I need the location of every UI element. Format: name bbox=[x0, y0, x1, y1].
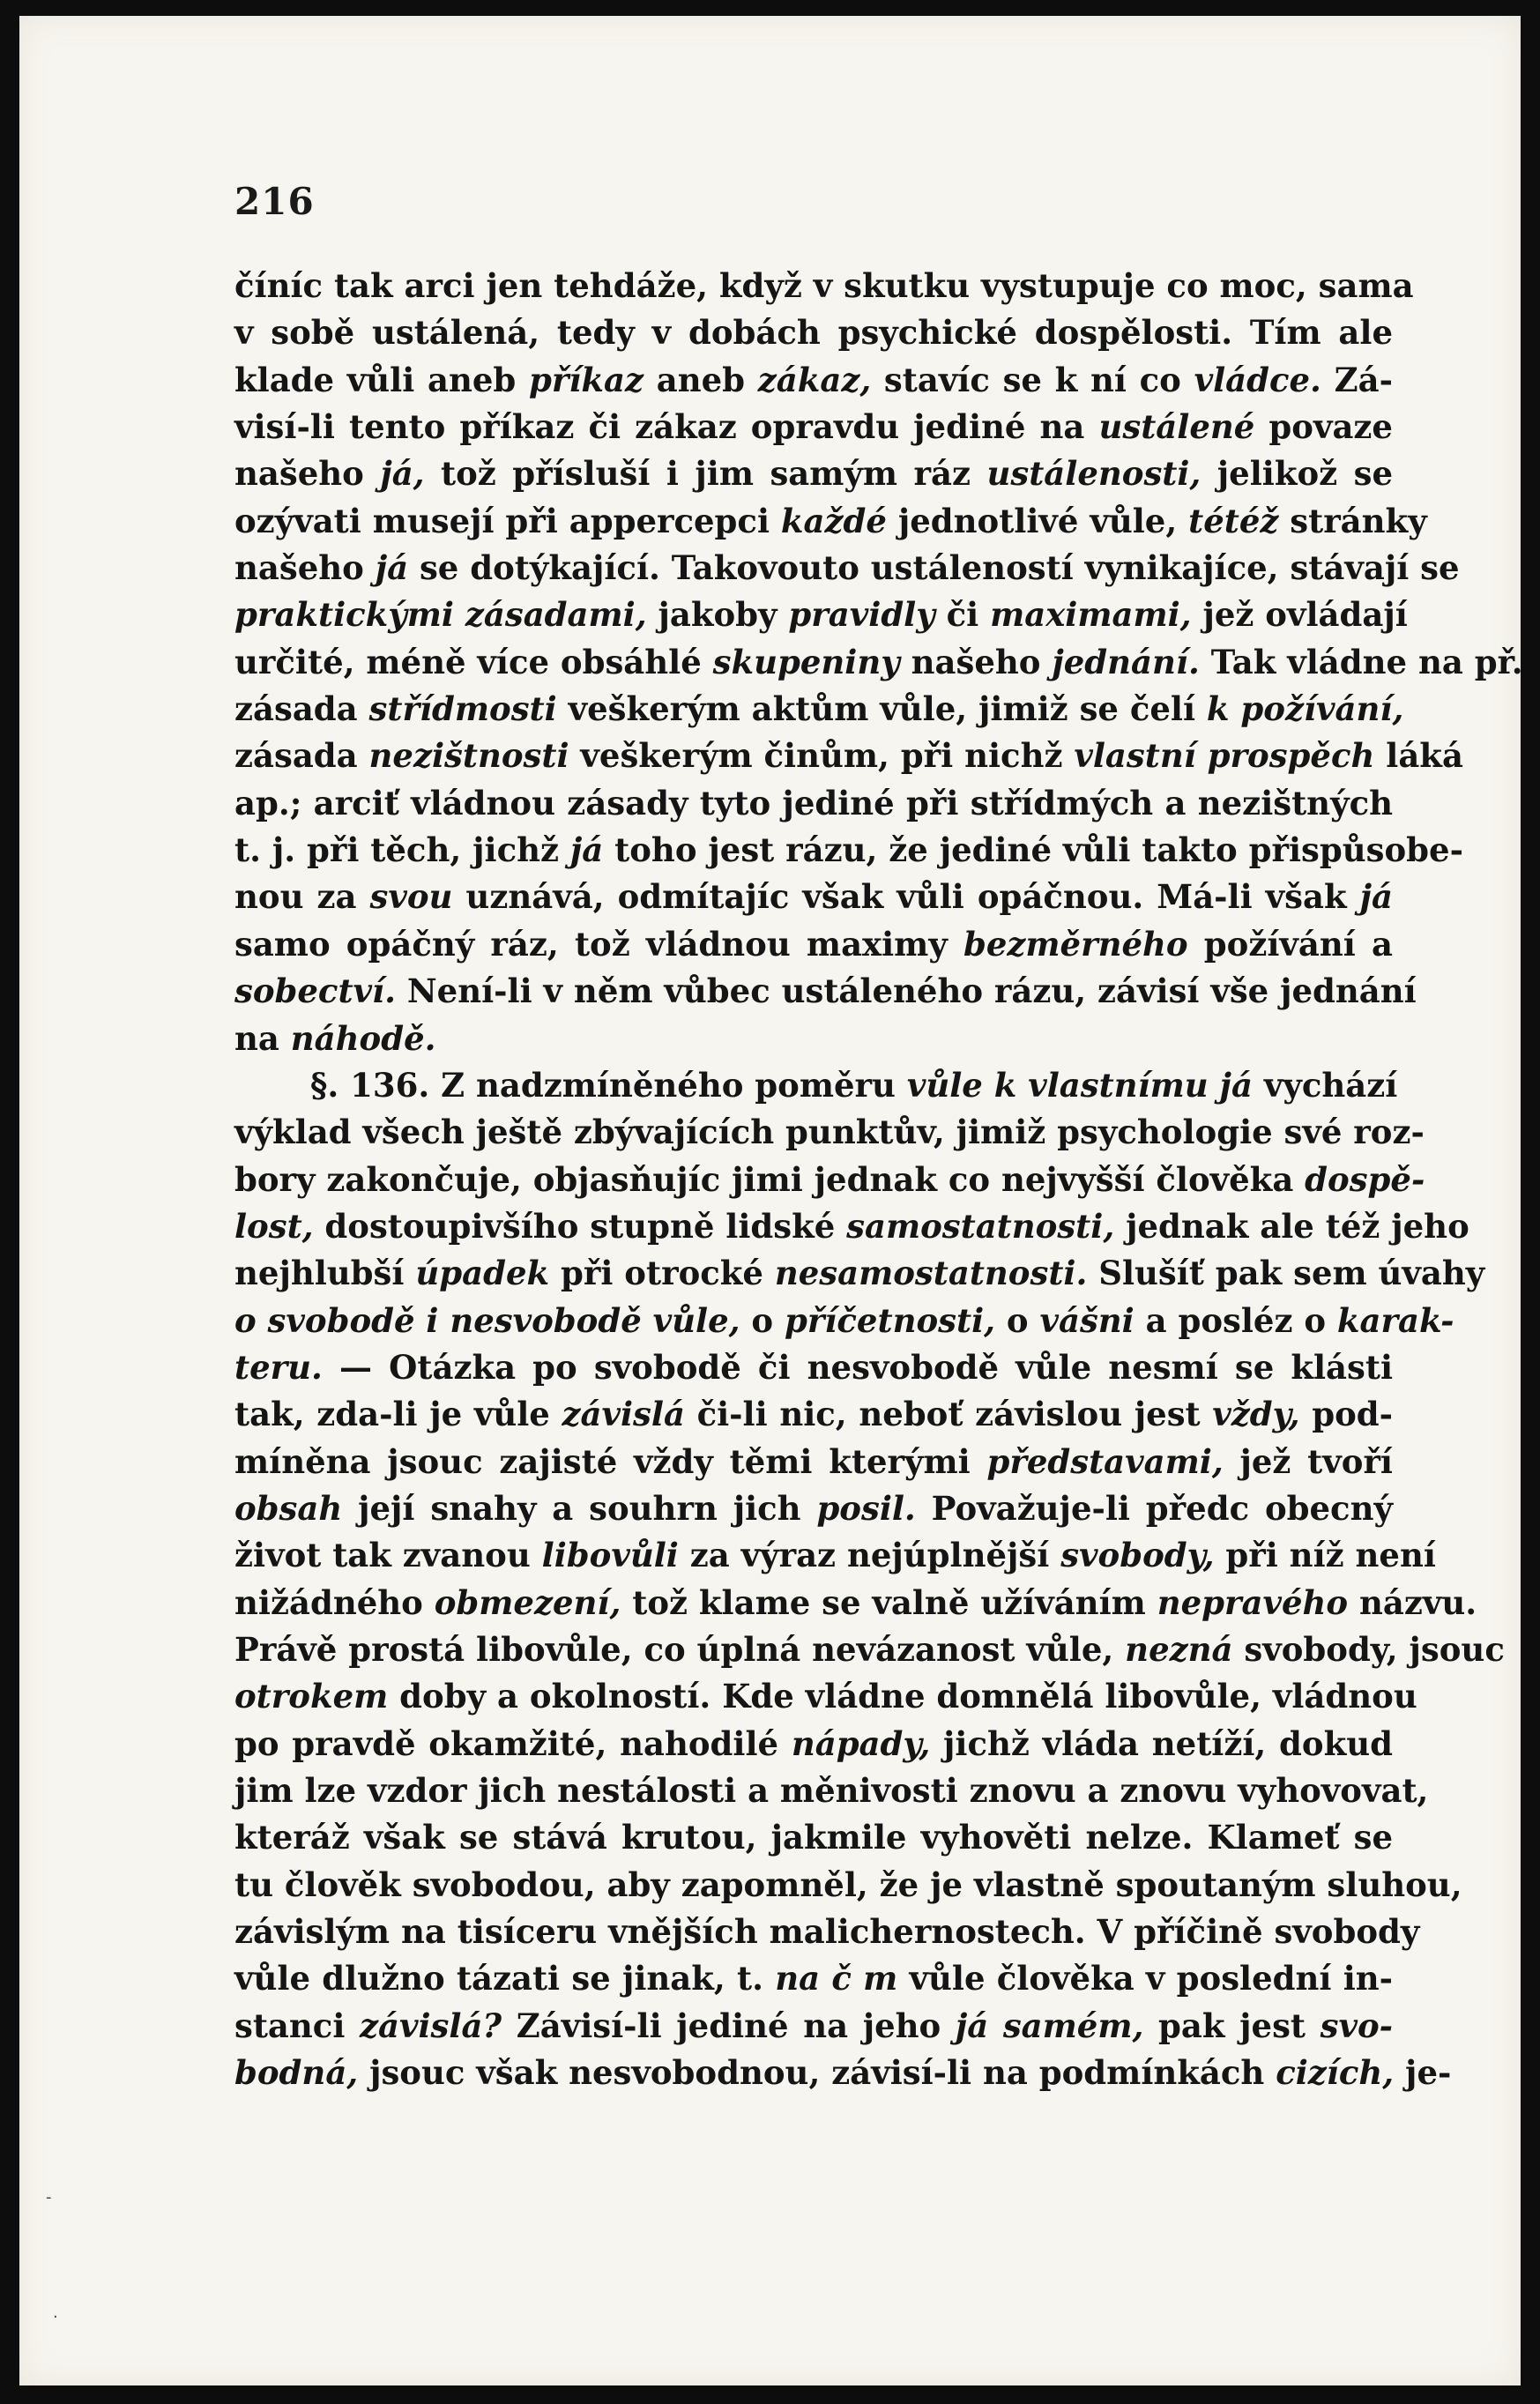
text-run: Závisí-li jediné na jeho bbox=[502, 2006, 956, 2045]
text-line bbox=[234, 1157, 1425, 1203]
emphasis-text: maximami, bbox=[990, 595, 1192, 635]
emphasis-text: ustálené bbox=[1098, 407, 1255, 447]
emphasis-text: teru. bbox=[234, 1347, 323, 1387]
text-run: požívání a bbox=[1187, 924, 1393, 964]
text-run: a posléz o bbox=[1134, 1300, 1337, 1340]
text-line bbox=[234, 1532, 1436, 1579]
text-run: názvu. bbox=[1348, 1582, 1477, 1622]
text-run: zásada bbox=[234, 689, 369, 729]
emphasis-text: vždy, bbox=[1212, 1395, 1300, 1434]
text-run: je- bbox=[1394, 2053, 1452, 2093]
text-line bbox=[234, 498, 1427, 545]
emphasis-text: obmezení, bbox=[434, 1582, 621, 1622]
text-run: na bbox=[234, 1018, 291, 1058]
text-line bbox=[234, 1626, 1505, 1673]
emphasis-text: bodná, bbox=[234, 2053, 359, 2093]
text-run: nou za bbox=[234, 877, 370, 917]
emphasis-text: na č m bbox=[775, 1959, 898, 1998]
text-run: uznává, odmítajíc však vůli opáčnou. Má-li však bbox=[452, 877, 1360, 917]
text-run: závislým na tisíceru vnějších malichernostech. V příčině svobody bbox=[234, 1912, 1420, 1952]
text-run: vychází bbox=[1252, 1065, 1398, 1105]
text-line bbox=[234, 1862, 1462, 1909]
text-run: jim lze vzdor jich nestálosti a měnivosti znovu a znovu vyhovovat, bbox=[234, 1771, 1429, 1810]
text-run: jednak ale též jeho bbox=[1114, 1206, 1469, 1246]
emphasis-text: každé bbox=[780, 501, 887, 540]
text-run: kteráž však se stává krutou, jakmile vyhověti nelze. Klameť se bbox=[234, 1818, 1393, 1857]
text-run: láká bbox=[1374, 736, 1463, 776]
text-run: jelikož se bbox=[1201, 454, 1394, 494]
text-line bbox=[234, 921, 1393, 968]
emphasis-text: závislá bbox=[562, 1395, 685, 1434]
emphasis-text: nápady, bbox=[791, 1723, 931, 1763]
emphasis-text: nezištnosti bbox=[368, 736, 569, 776]
emphasis-text: já bbox=[375, 548, 409, 588]
text-line bbox=[234, 874, 1393, 920]
emphasis-text: já samém, bbox=[955, 2006, 1144, 2045]
emphasis-text: vášni bbox=[1039, 1300, 1135, 1340]
text-run: vůle dlužno tázati se jinak, t. bbox=[234, 1959, 776, 1998]
text-line bbox=[234, 450, 1393, 497]
text-run: tož přísluší i jim samým ráz bbox=[424, 454, 987, 494]
text-run: stránky bbox=[1278, 501, 1427, 540]
text-line bbox=[234, 1109, 1425, 1156]
text-run: o bbox=[740, 1300, 785, 1340]
text-line bbox=[234, 1485, 1393, 1532]
emphasis-text: svou bbox=[369, 877, 453, 917]
text-run: se dotýkající. Takovouto ustáleností vynikajíce, stávají se bbox=[408, 548, 1460, 588]
text-run: jež ovládají bbox=[1191, 595, 1408, 635]
text-line bbox=[234, 1344, 1393, 1391]
emphasis-text: příkaz bbox=[528, 360, 644, 399]
text-run: ozývati musejí při appercepci bbox=[234, 501, 781, 540]
emphasis-text: svobody, bbox=[1060, 1536, 1215, 1575]
text-line bbox=[234, 1814, 1393, 1861]
text-line bbox=[234, 1580, 1477, 1626]
text-run: stavíc se k ní co bbox=[871, 360, 1194, 399]
emphasis-text: já bbox=[569, 830, 604, 870]
text-run: povaze bbox=[1254, 407, 1393, 447]
text-run: v sobě ustálená, tedy v dobách psychické dospělosti. Tím ale bbox=[234, 313, 1393, 353]
emphasis-text: vůle k vlastnímu já bbox=[906, 1065, 1253, 1105]
text-run: pak jest bbox=[1143, 2006, 1321, 2045]
text-run: Zá- bbox=[1321, 360, 1393, 399]
scan-speck: · bbox=[53, 2308, 58, 2326]
text-run: o bbox=[995, 1300, 1040, 1340]
text-line bbox=[234, 404, 1393, 450]
text-line bbox=[234, 263, 1414, 309]
text-run: míněna jsouc zajisté vždy těmi kterými bbox=[234, 1441, 987, 1481]
text-run: stanci bbox=[234, 2006, 361, 2045]
text-run: vůle člověka v poslední in- bbox=[897, 1959, 1394, 1998]
text-run: Tak vládne na př. bbox=[1199, 642, 1523, 681]
text-run: Není-li v něm vůbec ustáleného rázu, závisí vše jednání bbox=[395, 971, 1417, 1011]
text-run: §. 136. Z nadzmíněného poměru bbox=[310, 1065, 907, 1105]
scan-speck: - bbox=[46, 2188, 52, 2207]
text-line bbox=[234, 1298, 1454, 1344]
text-run: číníc tak arci jen tehdáže, když v skutku vystupuje co moc, sama bbox=[234, 266, 1414, 305]
text-line bbox=[234, 1250, 1485, 1297]
text-run: či-li nic, neboť závislou jest bbox=[684, 1395, 1213, 1434]
text-run: za výraz nejúplnější bbox=[678, 1536, 1061, 1575]
text-run: toho jest rázu, že jediné vůli takto přispůsobe- bbox=[603, 830, 1463, 870]
emphasis-text: náhodě. bbox=[290, 1018, 436, 1058]
text-run: nižádného bbox=[234, 1582, 435, 1622]
emphasis-text: otrokem bbox=[234, 1677, 389, 1716]
text-line bbox=[234, 2050, 1452, 2096]
text-run: svobody, jsouc bbox=[1232, 1629, 1505, 1669]
emphasis-text: vládce. bbox=[1194, 360, 1321, 399]
text-run: aneb bbox=[644, 360, 758, 399]
emphasis-text: praktickými zásadami, bbox=[234, 595, 647, 635]
text-line bbox=[234, 545, 1460, 592]
text-run: tu člověk svobodou, aby zapomněl, že je vlastně spoutaným sluhou, bbox=[234, 1864, 1462, 1904]
text-run: klade vůli aneb bbox=[234, 360, 529, 399]
text-run: visí-li tento příkaz či zákaz opravdu jediné na bbox=[234, 407, 1099, 447]
text-run: dostoupivšího stupně lidské bbox=[313, 1206, 847, 1246]
text-line bbox=[234, 1955, 1393, 2002]
emphasis-text: nepravého bbox=[1157, 1582, 1349, 1622]
text-run: Považuje-li předc obecný bbox=[915, 1488, 1393, 1528]
text-run: při otrocké bbox=[549, 1254, 775, 1293]
text-run: život tak zvanou bbox=[234, 1536, 542, 1575]
emphasis-text: nezná bbox=[1125, 1629, 1233, 1669]
text-line bbox=[234, 780, 1393, 827]
emphasis-text: svo- bbox=[1320, 2006, 1393, 2045]
text-line bbox=[234, 827, 1463, 874]
text-run: tož klame se valně užíváním bbox=[621, 1582, 1157, 1622]
text-run: nejhlubší bbox=[234, 1254, 416, 1293]
text-line bbox=[234, 592, 1408, 638]
emphasis-text: dospě- bbox=[1305, 1159, 1425, 1199]
text-line bbox=[234, 1062, 1398, 1109]
body-text bbox=[234, 263, 1523, 2096]
text-run: po pravdě okamžité, nahodilé bbox=[234, 1723, 792, 1763]
text-line bbox=[234, 1768, 1429, 1814]
emphasis-text: úpadek bbox=[415, 1254, 550, 1293]
text-run: veškerým aktům vůle, jimiž se čelí bbox=[556, 689, 1207, 729]
text-run: pod- bbox=[1299, 1395, 1393, 1434]
text-run: při níž není bbox=[1214, 1536, 1436, 1575]
text-run: jednotlivé vůle, bbox=[886, 501, 1189, 540]
emphasis-text: já, bbox=[380, 454, 425, 494]
emphasis-text: představami, bbox=[986, 1441, 1224, 1481]
emphasis-text: vlastní prospěch bbox=[1074, 736, 1375, 776]
emphasis-text: libovůli bbox=[541, 1536, 679, 1575]
emphasis-text: pravidly bbox=[788, 595, 935, 635]
text-line bbox=[234, 2003, 1393, 2050]
text-run: bory zakončuje, objasňujíc jimi jednak co nejvyšší člověka bbox=[234, 1159, 1306, 1199]
text-run: zásada bbox=[234, 736, 369, 776]
text-run: jakoby bbox=[646, 595, 789, 635]
emphasis-text: lost, bbox=[234, 1206, 314, 1246]
text-run: určité, méně více obsáhlé bbox=[234, 642, 713, 681]
text-run: doby a okolností. Kde vládne domnělá libovůle, vládnou bbox=[388, 1677, 1417, 1716]
text-run: našeho bbox=[234, 548, 376, 588]
text-run: ap.; arciť vládnou zásady tyto jediné při střídmých a nezištných bbox=[234, 783, 1393, 822]
emphasis-text: závislá? bbox=[360, 2006, 502, 2045]
text-line bbox=[234, 1439, 1393, 1485]
text-line bbox=[234, 357, 1393, 404]
text-run: tak, zda-li je vůle bbox=[234, 1395, 562, 1434]
text-line bbox=[234, 1721, 1393, 1768]
page-number: 216 bbox=[234, 180, 315, 223]
emphasis-text: obsah bbox=[234, 1488, 343, 1528]
emphasis-text: jednání. bbox=[1052, 642, 1200, 681]
text-run: samo opáčný ráz, tož vládnou maximy bbox=[234, 924, 963, 964]
emphasis-text: bezměrného bbox=[963, 924, 1188, 964]
text-line bbox=[234, 309, 1393, 356]
text-line bbox=[234, 1203, 1469, 1250]
emphasis-text: o svobodě i nesvobodě vůle, bbox=[234, 1300, 740, 1340]
emphasis-text: posil. bbox=[816, 1488, 916, 1528]
book-page bbox=[19, 16, 1521, 2385]
text-run: Právě prostá libovůle, co úplná nevázanost vůle, bbox=[234, 1629, 1126, 1669]
emphasis-text: nesamostatnosti. bbox=[774, 1254, 1088, 1293]
text-run: Slušíť pak sem úvahy bbox=[1087, 1254, 1485, 1293]
emphasis-text: k požívání, bbox=[1206, 689, 1404, 729]
emphasis-text: střídmosti bbox=[368, 689, 557, 729]
text-run: t. j. při těch, jichž bbox=[234, 830, 570, 870]
text-run: veškerým činům, při nichž bbox=[569, 736, 1075, 776]
text-run: našeho bbox=[234, 454, 381, 494]
text-line bbox=[234, 639, 1523, 686]
emphasis-text: karak- bbox=[1336, 1300, 1454, 1340]
emphasis-text: skupeniny bbox=[712, 642, 900, 681]
text-run: jež tvoří bbox=[1223, 1441, 1393, 1481]
text-line bbox=[234, 686, 1404, 733]
emphasis-text: cizích, bbox=[1276, 2053, 1395, 2093]
text-line bbox=[234, 1909, 1420, 1955]
text-run: našeho bbox=[899, 642, 1053, 681]
emphasis-text: samostatnosti, bbox=[846, 1206, 1115, 1246]
text-run: jsouc však nesvobodnou, závisí-li na podmínkách bbox=[358, 2053, 1276, 2093]
text-run: její snahy a souhrn jich bbox=[342, 1488, 817, 1528]
text-run: či bbox=[934, 595, 991, 635]
emphasis-text: tétéž bbox=[1188, 501, 1279, 540]
text-run: výklad všech ještě zbývajících punktův, jimiž psychologie své roz- bbox=[234, 1113, 1425, 1152]
text-line bbox=[234, 968, 1417, 1015]
emphasis-text: sobectví. bbox=[234, 971, 396, 1011]
text-line bbox=[234, 1016, 1393, 1062]
text-run: — Otázka po svobodě či nesvobodě vůle nesmí se klásti bbox=[322, 1347, 1393, 1387]
text-line bbox=[234, 1673, 1417, 1720]
emphasis-text: příčetnosti, bbox=[784, 1300, 996, 1340]
emphasis-text: já bbox=[1359, 877, 1393, 917]
text-line bbox=[234, 1391, 1393, 1438]
text-line bbox=[234, 733, 1463, 779]
text-run: jichž vláda netíží, dokud bbox=[930, 1723, 1394, 1763]
emphasis-text: zákaz, bbox=[757, 360, 872, 399]
emphasis-text: ustálenosti, bbox=[986, 454, 1201, 494]
